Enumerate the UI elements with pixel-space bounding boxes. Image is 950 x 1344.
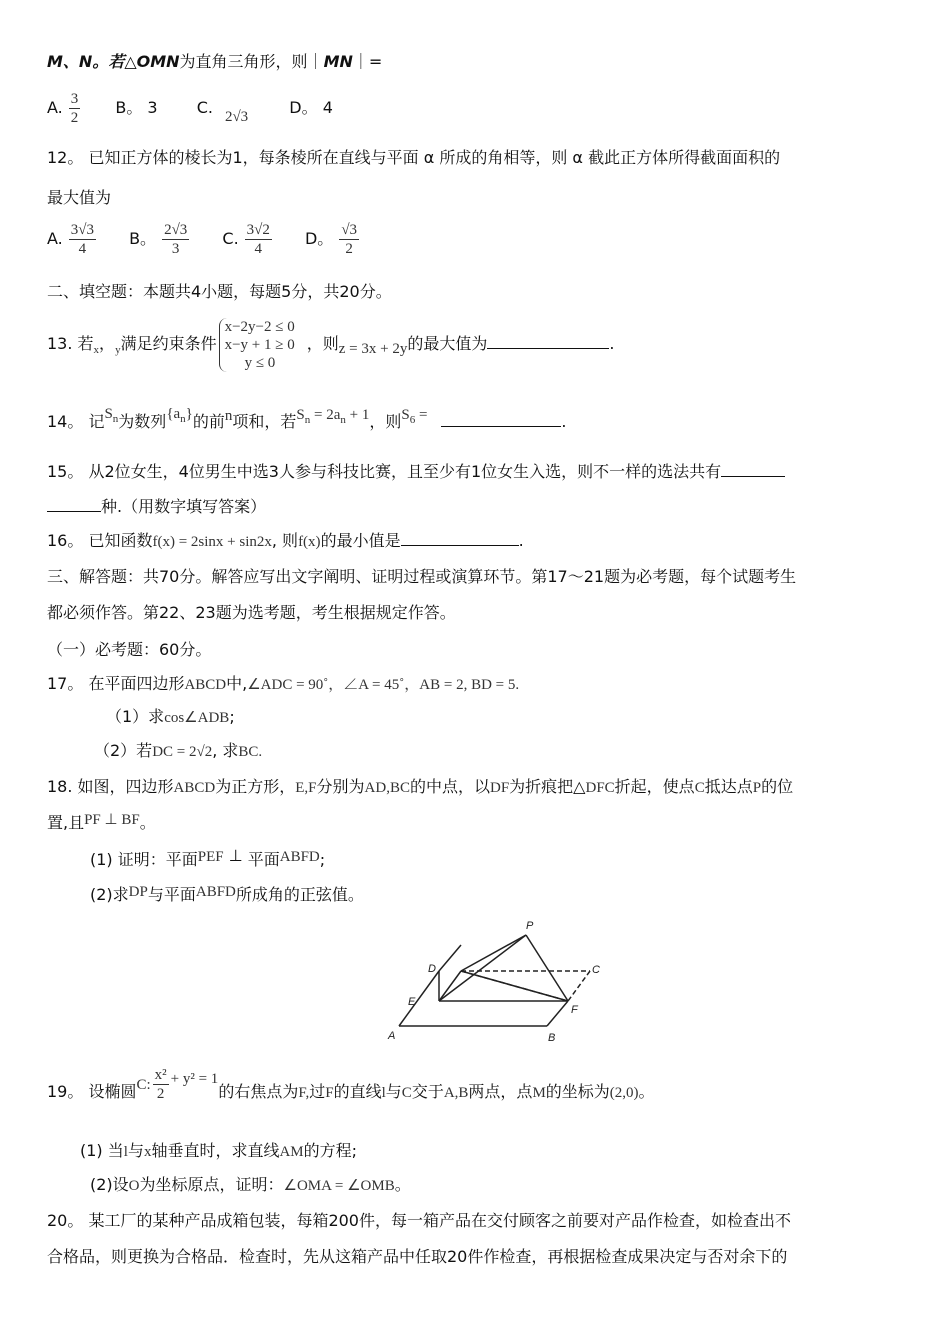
constraint-1: x−2y−2 ≤ 0 <box>224 318 295 335</box>
q11-end: ｜= <box>352 52 383 71</box>
frac-den: 2 <box>70 110 79 126</box>
q12-frac-d <box>339 221 359 258</box>
frac-den: 3 <box>171 241 180 257</box>
q14-dot: . <box>561 412 567 431</box>
q14-eq-sub: n <box>304 414 311 426</box>
q19-t4: 与 <box>385 1082 402 1101</box>
q18-line1 <box>47 777 793 798</box>
q14-seq-end: } <box>185 406 193 422</box>
q16-end: 的最小值是 <box>320 531 401 550</box>
q15-line2 <box>47 497 266 517</box>
q18-t7: 的位 <box>761 777 794 796</box>
q18-part1 <box>90 846 326 871</box>
q13 <box>47 314 614 380</box>
q13-y: y <box>115 344 121 356</box>
q11-frac-a <box>69 90 81 127</box>
q14 <box>47 406 567 438</box>
frac-den: 4 <box>78 241 87 257</box>
q17-p2-math: DC = 2√2 <box>152 744 213 760</box>
q12-option-d: D。 <box>304 229 334 248</box>
q18-p1-pre: (1) 证明：平面 <box>90 850 198 869</box>
label-f: F <box>571 1004 578 1016</box>
q14-mid2: 的前 <box>192 412 225 431</box>
q12-frac-b <box>162 221 189 258</box>
q20-line1: 20。 某工厂的某种产品成箱包装，每箱200件，每一箱产品在交付顾客之前要对产品作检查，如检查出不 <box>47 1211 791 1230</box>
q18-l2-math: PF ⊥ BF <box>84 812 140 828</box>
q19-m: M <box>532 1085 546 1101</box>
q18-adbc: AD,BC <box>364 780 410 796</box>
label-c: C <box>592 964 600 976</box>
frac-den: 2 <box>156 1086 165 1102</box>
q18-l2-end: 。 <box>139 813 156 832</box>
q17-p2-pre: （2）若 <box>94 741 153 760</box>
q17 <box>47 674 519 695</box>
q17-part1 <box>106 707 235 728</box>
q14-S: S <box>104 406 113 422</box>
q13-then: ，则 <box>306 334 339 353</box>
q11-option-c: C. <box>196 98 213 117</box>
q12-option-b: B。 <box>129 229 157 248</box>
q14-s6: S <box>401 407 410 423</box>
q17-p1-math: cos∠ADB <box>164 710 230 726</box>
q13-objective: z = 3x + 2y <box>338 341 408 357</box>
q18-p2-abfd: ABFD <box>195 884 236 900</box>
q12-line2: 最大值为 <box>47 188 112 207</box>
q19-p2-o: O <box>128 1178 140 1194</box>
q18-p1-mid: 平面 <box>247 850 280 869</box>
constraint-3: y ≤ 0 <box>244 354 276 371</box>
edge-ed <box>439 945 461 971</box>
label-d: D <box>428 963 436 975</box>
q17-p2-bc: BC. <box>238 744 263 760</box>
frac-num: 3√2 <box>246 222 270 238</box>
q14-answer-blank[interactable] <box>441 412 561 427</box>
edge-ep <box>439 935 526 1001</box>
q14-s6-sub: 6 <box>409 414 416 426</box>
subsection-required: （一）必考题：60分。 <box>47 640 212 659</box>
q18-p2-pre: (2)求 <box>90 885 129 904</box>
q18-t4: 为折痕把△ <box>509 777 586 796</box>
edge-dp <box>461 935 526 971</box>
q19-f2: F <box>325 1085 334 1101</box>
q13-comma: ， <box>99 334 116 353</box>
q18-p2-mid: 与平面 <box>147 885 196 904</box>
q19-c: C: <box>136 1077 151 1093</box>
q11-points: M、N。若△ <box>47 52 137 71</box>
q11-option-d: D。 4 <box>289 98 333 117</box>
q16 <box>47 531 524 552</box>
q19-p1-t1: 与 <box>127 1141 144 1160</box>
label-b: B <box>548 1032 556 1044</box>
q18-figure <box>380 915 620 1050</box>
q18-ef: E,F <box>295 780 317 796</box>
q19-coord: (2,0) <box>609 1085 639 1101</box>
section-2-heading: 二、填空题：本题共4小题，每题5分，共20分。 <box>47 282 392 301</box>
label-p: P <box>526 920 534 932</box>
q17-p1-pre: （1）求 <box>106 707 165 726</box>
q11-tail <box>47 52 382 72</box>
q14-eq-a-sub: n <box>340 414 346 426</box>
q18-df: DF <box>489 780 510 796</box>
q13-x: x <box>93 344 100 356</box>
q16-mid: , 则 <box>271 531 299 550</box>
q11-text: 为直角三角形，则｜ <box>179 52 324 71</box>
q11-c-value: 2√3 <box>224 109 249 125</box>
q19-l: l <box>381 1085 386 1101</box>
q15-answer-blank-cont[interactable] <box>47 497 101 512</box>
q12-frac-a <box>69 221 96 258</box>
q18-p1-abfd: ABFD <box>279 849 320 865</box>
q19-p1-pre: (1) 当 <box>80 1141 124 1160</box>
q14-pre: 14。 记 <box>47 412 105 431</box>
q17-part2 <box>94 741 262 762</box>
q19-t5: 交于 <box>411 1082 444 1101</box>
q18-p2-dp: DP <box>128 884 148 900</box>
q18-p: P <box>752 780 762 796</box>
q14-seq: {a <box>166 406 181 422</box>
q15-line1 <box>47 462 785 482</box>
q12-line1: 12。 已知正方体的棱长为1，每条棱所在直线与平面 α 所成的角相等，则 α 截此正方体所得截面面积的 <box>47 148 781 167</box>
q13-constraints <box>219 318 295 372</box>
q19-p2-pre: (2)设 <box>90 1175 129 1194</box>
q18-part2 <box>90 885 364 906</box>
q18-dfc: DFC <box>585 780 615 796</box>
q18-t6: 抵达点 <box>704 777 753 796</box>
q19-p2-math: ∠OMA = ∠OMB <box>283 1178 395 1194</box>
q18-c: C <box>694 780 705 796</box>
q14-mid1: 为数列 <box>118 412 167 431</box>
q18-p1-pef: PEF <box>197 849 224 865</box>
q16-fx: f(x) <box>298 534 321 550</box>
frac-den: 2 <box>345 241 353 257</box>
q11-mn: MN <box>323 52 353 71</box>
frac-num: x² <box>154 1067 167 1083</box>
q19 <box>47 1067 655 1113</box>
q13-end: 的最大值为 <box>407 334 488 353</box>
q17-p1-end: ; <box>229 707 235 726</box>
q14-eq-S: S <box>296 407 305 423</box>
q14-s6-eq: = <box>415 407 428 423</box>
q17-conditions: ∠ADC = 90˚，∠A = 45˚，AB = 2, BD = 5. <box>247 677 520 693</box>
q14-seq-sub: n <box>180 413 186 425</box>
q18-p1-end: ; <box>319 850 326 869</box>
q13-dot: . <box>609 334 615 353</box>
q19-p1-end: 的方程; <box>303 1141 358 1160</box>
q18-abcd: ABCD <box>173 780 216 796</box>
q18-t1: 为正方形， <box>215 777 296 796</box>
q18-p2-end: 所成角的正弦值。 <box>235 885 364 904</box>
q20-line2: 合格品，则更换为合格品．检查时，先从这箱产品中任取20件作检查，再根据检查成果决定与否对余下的 <box>47 1247 788 1266</box>
frac-num: 3 <box>70 91 79 107</box>
q19-rest: + y² = 1 <box>170 1071 219 1087</box>
q12-options <box>47 218 365 260</box>
q15-answer-blank[interactable] <box>721 462 785 477</box>
q14-then: ，则 <box>369 412 402 431</box>
q14-n: n <box>224 408 233 424</box>
q18-pre: 18. 如图，四边形 <box>47 777 174 796</box>
q12-option-a: A. <box>47 229 63 248</box>
q19-part2 <box>90 1175 411 1196</box>
q19-p1-t2: 轴垂直时，求直线 <box>151 1141 280 1160</box>
constraint-2: x−y + 1 ≥ 0 <box>224 336 295 353</box>
q11-option-a: A. <box>47 98 63 117</box>
q14-eq-a: = 2a <box>310 407 341 423</box>
label-a: A <box>388 1030 396 1042</box>
q17-pre: 17。 在平面四边形 <box>47 674 185 693</box>
section-3-line2: 都必须作答。第22、23题为选考题，考生根据规定作答。 <box>47 603 456 622</box>
q19-ab: A,B <box>443 1085 469 1101</box>
q14-S-sub: n <box>112 413 119 425</box>
q18-t3: 的中点，以 <box>409 777 490 796</box>
q19-p1-am: AM <box>279 1144 304 1160</box>
q13-answer-blank[interactable] <box>487 334 609 349</box>
q19-p1-l: l <box>123 1144 128 1160</box>
q18-l2-pre: 置,且 <box>47 813 85 832</box>
q14-mid3: 项和，若 <box>232 412 297 431</box>
q17-abcd: ABCD <box>184 677 227 693</box>
q19-pre: 19。 设椭圆 <box>47 1082 137 1101</box>
q19-frac <box>153 1066 169 1103</box>
q19-part1 <box>80 1141 357 1162</box>
q19-f: F, <box>298 1085 310 1101</box>
q18-line2 <box>47 813 156 834</box>
frac-den: 4 <box>254 241 263 257</box>
q15-text: 15。 从2位女生，4位男生中选3人参与科技比赛，且至少有1位女生入选，则不一样的选法共有 <box>47 462 722 481</box>
q18-t2: 分别为 <box>316 777 365 796</box>
q11-triangle: OMN <box>136 52 180 71</box>
q17-mid: 中, <box>226 674 248 693</box>
q19-t8: 。 <box>638 1082 655 1101</box>
q11-option-b: B。 3 <box>115 98 158 117</box>
q15-text-2: 种.（用数字填写答案） <box>101 497 267 516</box>
q16-dot: . <box>518 531 524 550</box>
edge-bf <box>547 1001 568 1026</box>
q19-t3: 的直线 <box>333 1082 382 1101</box>
q12-option-c: C. <box>222 229 239 248</box>
edge-cf-dashed <box>568 971 590 1001</box>
q19-t7: 的坐标为 <box>545 1082 610 1101</box>
q16-pre: 16。 已知函数 <box>47 531 153 550</box>
q16-function: f(x) = 2sinx + sin2x <box>152 534 272 550</box>
frac-num: 3√3 <box>70 222 94 238</box>
frac-num: 2√3 <box>164 222 188 238</box>
q19-p1-x: x <box>143 1144 152 1160</box>
q12-frac-c <box>245 221 272 258</box>
q11-options <box>47 88 333 129</box>
edge-ae <box>399 971 439 1026</box>
q19-p2-end: 。 <box>394 1175 411 1194</box>
q13-mid: 满足约束条件 <box>120 334 217 353</box>
q17-p2-mid: , 求 <box>212 741 239 760</box>
q14-eq-end: + 1 <box>345 407 370 423</box>
q19-t6: 两点，点 <box>468 1082 533 1101</box>
section-3-line1: 三、解答题：共70分。解答应写出文字阐明、证明过程或演算环节。第17～21题为必考题，每个试题考生 <box>47 567 797 586</box>
q19-p2-t1: 为坐标原点，证明： <box>139 1175 284 1194</box>
label-e: E <box>408 996 416 1008</box>
q16-answer-blank[interactable] <box>401 531 519 546</box>
q18-t5: 折起，使点 <box>614 777 695 796</box>
q13-pre: 13. 若 <box>47 334 94 353</box>
q19-c2: C <box>401 1085 412 1101</box>
frac-num: √3 <box>341 222 358 238</box>
q19-t1: 的右焦点为 <box>218 1082 299 1101</box>
q18-p1-perp: ⊥ <box>223 846 248 865</box>
q19-t2: 过 <box>309 1082 326 1101</box>
